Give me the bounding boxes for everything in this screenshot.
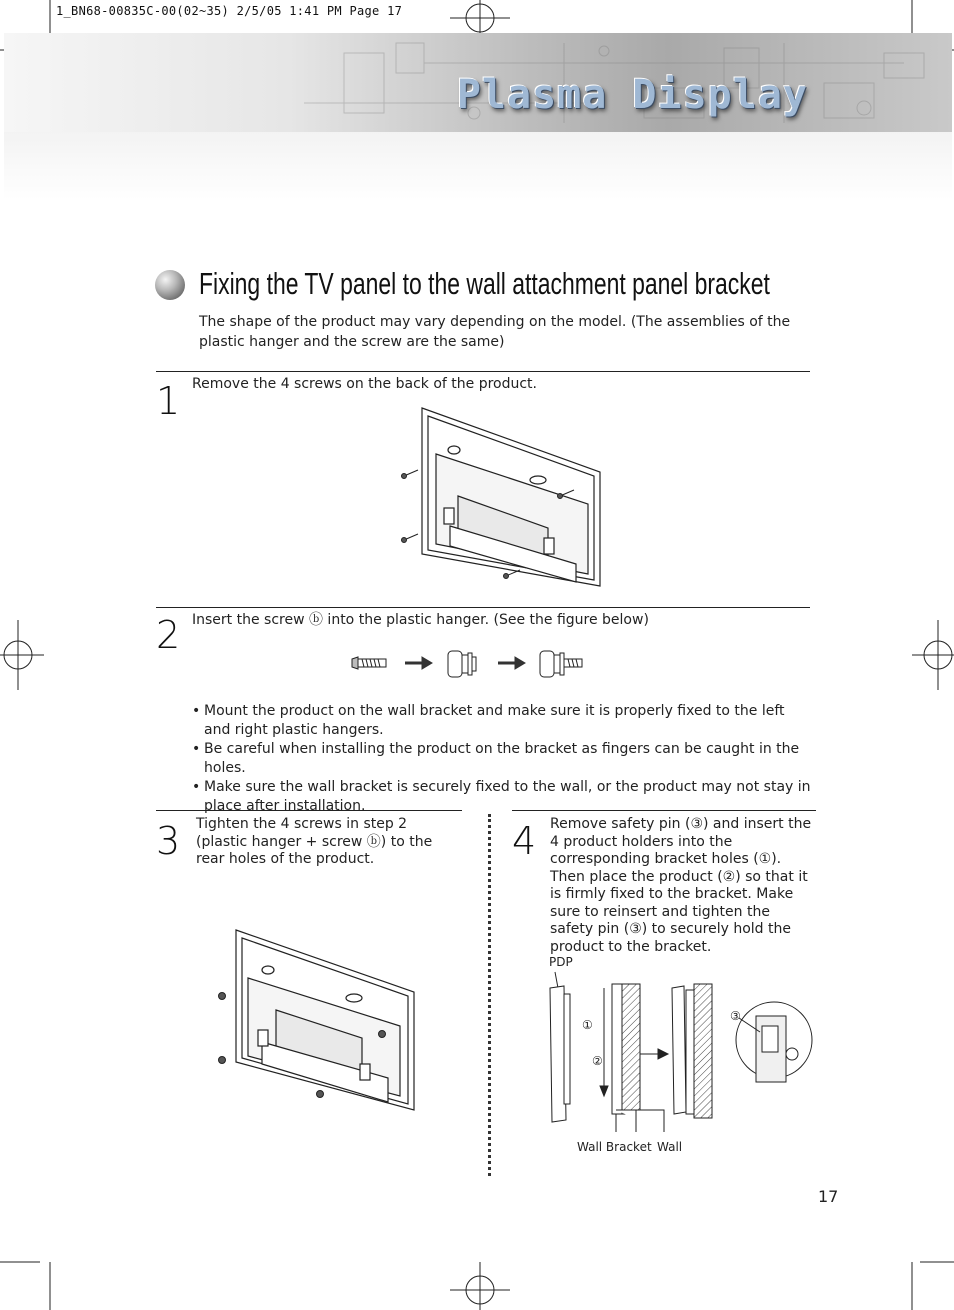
column-separator [488, 814, 491, 1176]
registration-mark-left [0, 620, 44, 690]
note-item: • Mount the product on the wall bracket and make sure it is properly fixed to the left and right plastic hangers. [192, 702, 812, 739]
step-4-number: 4 [512, 819, 537, 863]
step-3-text: Tighten the 4 screws in step 2 (plastic hanger + screw ⓑ) to the rear holes of the product. [196, 816, 433, 867]
pdp-label: PDP [549, 955, 573, 969]
step-3-rule [156, 810, 462, 811]
section-intro: The shape of the product may vary depending on the model. (The assemblies of the plastic hanger and the screw are the same) [199, 314, 791, 350]
step-1-number: 1 [156, 379, 181, 423]
step-1-text: Remove the 4 screws on the back of the product. [192, 376, 537, 392]
registration-mark-bottom [450, 1262, 510, 1310]
step-2-rule [156, 607, 810, 608]
tv-back-figure-step-3 [212, 926, 427, 1116]
callout-3: ③ [730, 1009, 741, 1023]
chapter-title: Plasma Display [456, 72, 808, 118]
step-2-number: 2 [156, 613, 181, 657]
note-item: • Be careful when installing the product on the bracket as fingers can be caught in the holes. [192, 740, 812, 777]
step-2-text: Insert the screw ⓑ into the plastic hanger. (See the figure below) [192, 612, 649, 628]
installation-notes [192, 702, 812, 816]
banner-shadow [4, 132, 952, 200]
section-title: Fixing the TV panel to the wall attachment panel bracket [199, 266, 770, 301]
callout-1: ① [582, 1018, 593, 1032]
print-header: 1_BN68-00835C-00(02~35) 2/5/05 1:41 PM Page 17 [56, 4, 403, 18]
tv-back-figure-step-1 [398, 404, 618, 594]
page-number: 17 [818, 1187, 839, 1206]
note-item: • Make sure the wall bracket is securely fixed to the wall, or the product may not stay in place after installation. [192, 778, 812, 815]
callout-2: ② [592, 1054, 603, 1068]
step-3-number: 3 [156, 819, 181, 863]
screw-hanger-figure [350, 643, 590, 693]
section-bullet-icon [155, 270, 185, 300]
registration-mark-right [912, 620, 954, 690]
wall-mount-figure [538, 962, 818, 1152]
step-1-rule [156, 371, 810, 372]
wall-label: Wall [657, 1140, 683, 1154]
wall-bracket-label: Wall Bracket [577, 1140, 652, 1154]
step-4-rule [512, 810, 816, 811]
step-4-text: Remove safety pin (③) and insert the 4 product holders into the corresponding bracket holes (①). Then place the product (②) so that it is firmly fixed to the bracket. Make sure to reinsert and tighten the safety pin (③) to securely hold the product to the bracket. [550, 816, 812, 955]
